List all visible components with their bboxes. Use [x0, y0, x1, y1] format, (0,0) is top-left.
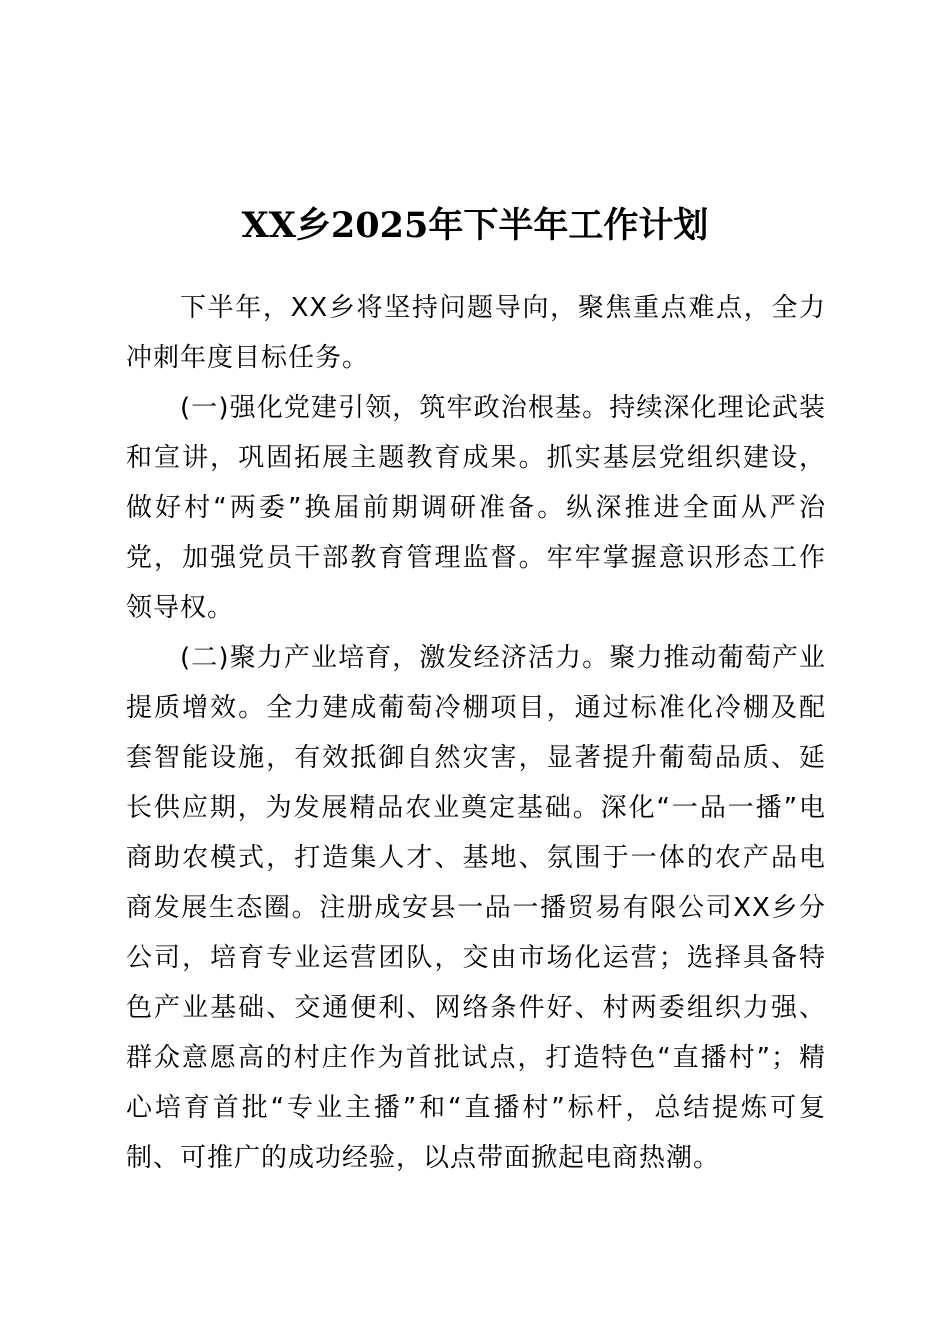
intro-paragraph: 下半年，XX乡将坚持问题导向，聚焦重点难点，全力冲刺年度目标任务。	[126, 293, 826, 373]
document-body	[126, 283, 826, 1183]
document-title: XX乡2025年下半年工作计划	[241, 205, 709, 247]
section-2-paragraph: (二)聚力产业培育，激发经济活力。聚力推动葡萄产业提质增效。全力建成葡萄冷棚项目，通过标准化冷棚及配套智能设施，有效抵御自然灾害，显著提升葡萄品质、延长供应期，为发展精品农业奠定基础。深化“一品一播”电商助农模式，打造集人才、基地、氛围于一体的农产品电商发展生态圈。注册成安县一品一播贸易有限公司XX乡分公司，培育专业运营团队，交由市场化运营；选择具备特色产业基础、交通便利、网络条件好、村两委组织力强、群众意愿高的村庄作为首批试点，打造特色“直播村”；精心培育首批“专业主播”和“直播村”标杆，总结提炼可复制、可推广的成功经验，以点带面掀起电商热潮。	[126, 643, 826, 1173]
section-1-paragraph: (一)强化党建引领，筑牢政治根基。持续深化理论武装和宣讲，巩固拓展主题教育成果。抓实基层党组织建设，做好村“两委”换届前期调研准备。纵深推进全面从严治党，加强党员干部教育管理监督。牢牢掌握意识形态工作领导权。	[126, 393, 826, 623]
